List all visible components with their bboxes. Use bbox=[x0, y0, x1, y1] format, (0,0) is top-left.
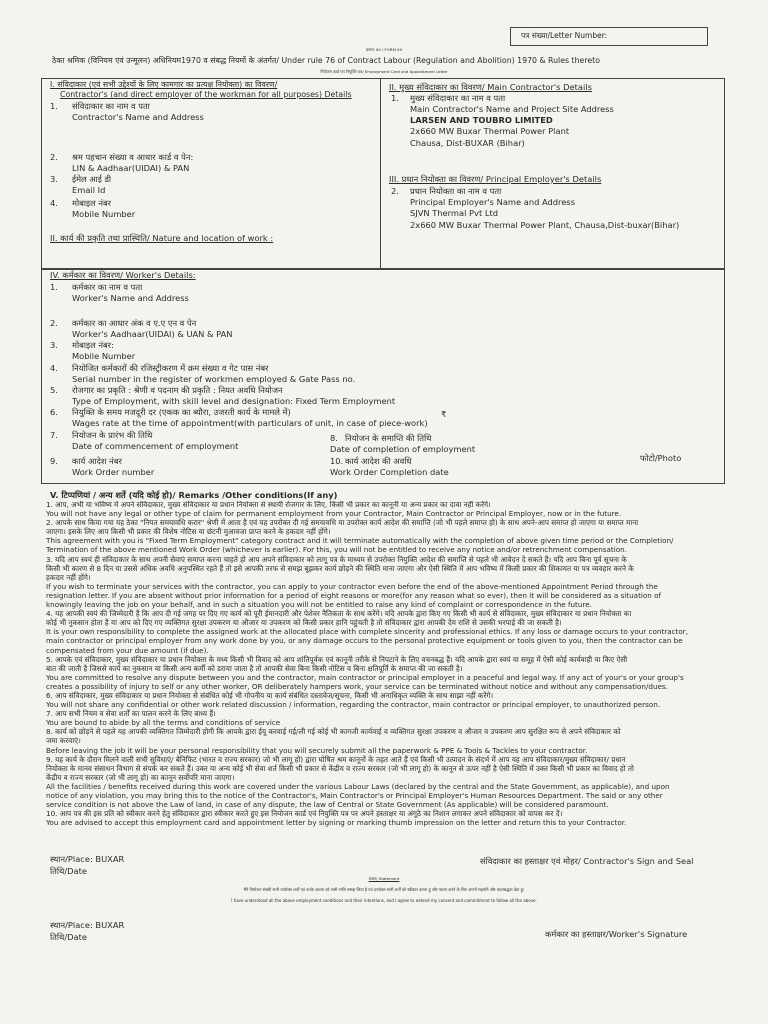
item-number: 2. bbox=[50, 152, 58, 162]
remark-line: Before leaving the job it will be your personal responsibility that you will securely submit all the paperwork & PPE & Tools & Tackles to your contractor. bbox=[46, 745, 588, 755]
worker-mobile-label: Mobile Number bbox=[72, 351, 136, 361]
serial-number-label: Serial number in the register of workmen employed & Gate Pass no. bbox=[72, 374, 356, 384]
remark-line: If you wish to terminate your services with the contractor, you can apply to your contractor even before the end of the above-mentioned Appointment Period through the bbox=[46, 581, 658, 591]
remark-line: You will not share any confidential or other work related discussion / information, regarding the contractor, main contractor or principal employer, to unauthorized person. bbox=[46, 700, 661, 710]
remark-line: किसी भी कारण से 8 दिन या उससे अधिक अवधि अनुपस्थित रहते हैं तो इसे आपकी तरफ से समझ बूझकर कार्य छोड़ने की स्थिति माना जाएगा और ऐसी स्थिति में आप भविष्य में किसी प्रकार की शिकायत या पत्र व्यवहार करने के bbox=[46, 563, 634, 573]
remark-line: You are bound to abide by all the terms and conditions of service bbox=[46, 718, 281, 728]
email-label-hi: ईमेल आई डी bbox=[72, 174, 112, 184]
mobile-label-hi: मोबाइल नंबर bbox=[72, 198, 112, 208]
commencement-label: Date of commencement of employment bbox=[72, 441, 239, 451]
item-number: 4. bbox=[50, 198, 58, 208]
employment-type-label-hi: रोजगार का प्रकृति : श्रेणी व पदनाम की प्रकृति : नियत अवधि नियोजन bbox=[72, 385, 283, 395]
worker-mobile-label-hi: मोबाइल नंबर: bbox=[72, 340, 114, 350]
nature-of-work-heading: II. कार्य की प्रकृति तथा प्रास्थिति/ Nature and location of work : bbox=[50, 233, 274, 243]
contractor-section bbox=[50, 80, 375, 100]
date-label-1: तिथि/Date bbox=[50, 866, 87, 876]
item-number: 10. bbox=[330, 456, 344, 466]
remark-line: 5. आपके एवं संविदाकार, मुख्य संविदाकार या प्रधान नियोक्ता के मध्य किसी भी विवाद को आप शांतिपूर्वक एवं कानूनी तरीके से निपटाने के लिए वचनबद्ध हैं। यदि आपके द्वारा स्वयं या समूह में ऐसी कोई कार्यवाही या किए ऐसी bbox=[46, 654, 628, 664]
item-number: 4. bbox=[50, 363, 58, 373]
main-contractor-heading: II. मुख्य संविदाकार का विवरण/ Main Contractor's Details bbox=[389, 82, 592, 92]
remarks-heading: V. टिप्पणियां / अन्य शर्ते (यदि कोई हो)/ Remarks /Other conditions(If any) bbox=[50, 490, 338, 500]
letter-number-label: पत्र संख्या/Letter Number: bbox=[521, 31, 608, 40]
main-contractor-project: 2x660 MW Buxar Thermal Power Plant bbox=[410, 126, 570, 136]
worker-signature-label: कर्मकार का हस्ताक्षर/Worker's Signature bbox=[545, 929, 688, 939]
work-order-label: Work Order number bbox=[72, 467, 155, 477]
work-order-completion-label: Work Order Completion date bbox=[330, 467, 449, 477]
form-title: प्रारूप XII / FORM XII bbox=[366, 47, 402, 52]
item-number: 9. bbox=[50, 456, 58, 466]
remark-line: service condition is not above the Law of land, in case of any dispute, the law of Central or State Government (As applicable) will be considered paramount. bbox=[46, 800, 609, 810]
remark-line: You are advised to accept this employment card and appointment letter by signing or marking thumb impression on the letter and return this to your Contractor. bbox=[46, 818, 627, 828]
main-contractor-label-hi: मुख्य संविदाकार का नाम व पता bbox=[410, 93, 506, 103]
remarks-list bbox=[46, 501, 716, 831]
remark-line: बात की जाती है जिससे कार्य का नुकसान या किसी अन्य कर्मी को डराया जाता है तो आपकी सेवा बिना किसी नोटिस व बिना क्षतिपूर्ति के समाप्त की जा सकती है। bbox=[46, 663, 463, 673]
remark-line: 1. आप, अभी या भविष्य में अपने संविदाकार, मुख्य संविदाकार या प्रधान नियोक्ता से स्थायी रोजगार के लिए, किसी भी प्रकार का कानूनी या अन्य प्रकार का दावा नहीं करेंगे। bbox=[46, 501, 491, 509]
item-number: 8. bbox=[330, 433, 338, 443]
work-order-period-label-hi: कार्य आदेश की अवधि bbox=[345, 456, 412, 466]
remark-line: जाएगा। इसके लिए आप किसी भी प्रकार की विशेष नोटिस या छंटनी मुआवजा प्राप्त करने के हकदार नहीं होंगे। bbox=[46, 527, 331, 537]
date-label-2: तिथि/Date bbox=[50, 932, 87, 942]
remark-line: 6. आप संविदाकार, मुख्य संविदाकार या प्रधान नियोक्ता से संबंधित कोई भी गोपनीय या कार्य संबंधित दस्तावेज/सूचना, किसी भी अनाधिकृत व्यक्ति के साथ साझा नहीं करेंगे। bbox=[46, 690, 494, 700]
remark-line: notice of any violation, you may bring this to the notice of the Contractor's, Main Contractor's or Principal Employer's Human Resources Department. The said or any other bbox=[46, 791, 663, 800]
place-label-1: स्थान/Place: BUXAR bbox=[50, 854, 125, 864]
principal-employer-name: SJVN Thermal Pvt Ltd bbox=[410, 208, 498, 218]
worker-name-label-hi: कर्मकार का नाम व पता bbox=[72, 282, 143, 292]
remark-line: knowingly leaving the job on your behalf, and in such a situation you will not be entitled to raise any kind of complaint or correspondence in the future. bbox=[46, 600, 592, 610]
wages-label-hi: नियुक्ति के समय मजदूरी दर (एकक का ब्यौरा, उजरती कार्य के मामले में) bbox=[72, 407, 291, 417]
worker-aadhaar-label: Worker's Aadhaar(UIDAI) & UAN & PAN bbox=[72, 329, 233, 339]
principal-employer-label: Principal Employer's Name and Address bbox=[410, 197, 576, 207]
principal-employer-label-hi: प्रधान नियोक्ता का नाम व पता bbox=[410, 186, 502, 196]
column-divider bbox=[380, 78, 381, 268]
remark-line: You are committed to resolve any dispute between you and the contractor, main contractor or principal employer in a peaceful and legal way. If any act of your's or your group's bbox=[46, 672, 684, 682]
lin-label-hi: श्रम पहचान संख्या व आधार कार्ड व पेन: bbox=[72, 152, 194, 162]
item-number: 3. bbox=[50, 174, 58, 184]
item-number: 7. bbox=[50, 430, 58, 440]
remark-line: हकदार नहीं होंगे। bbox=[46, 572, 91, 582]
remark-line: main contractor or principal employer from any work done by you, or any damage occurs to the personal protective equipment or tools given to you, then the contractor can be bbox=[46, 636, 683, 646]
item-number: 1. bbox=[391, 93, 399, 103]
mobile-label: Mobile Number bbox=[72, 209, 136, 219]
contractor-heading: I. संविदाकार (एवं सभी उद्देश्यों के लिए कामगार का प्रत्यक्ष नियोक्ता) का विवरण/ bbox=[50, 80, 278, 89]
remark-line: It is your own responsibility to complete the assigned work at the allocated place with complete sincerity and professional ethics. If any loss or damage occurs to your contractor, bbox=[46, 627, 689, 637]
rule-line: ठेका श्रमिक (विनियम एवं उन्मूलन) अधिनियम1970 व संबद्ध नियमों के अंतर्गत/ Under rule 76 of Contract Labour (Regulation and Abolition) 1970 & Rules thereto bbox=[52, 56, 600, 65]
statement-text: I have understood all the above employment conditions and their intentions, and I agree to extend my consent and commitment to follow all the above. bbox=[231, 898, 537, 903]
contractor-signature-label: संविदाकार का हस्ताक्षर एवं मोहर/ Contractor's Sign and Seal bbox=[480, 856, 694, 866]
item-number: 2. bbox=[50, 318, 58, 328]
remark-line: केंद्रीय व राज्य सरकार (जो भी लागू हो) का कानून सर्वोपरि माना जाएगा। bbox=[46, 772, 235, 782]
statement-heading: कथन/ Statement bbox=[368, 876, 400, 881]
remark-line: This agreement with you is "Fixed Term Employment" category contract and it will terminate automatically with the completion of above given time period or the Completion/ bbox=[46, 536, 674, 546]
item-number: 2. bbox=[391, 186, 399, 196]
remark-line: 4. यह आपकी स्वयं की जिम्मेदारी है कि आप दी गई जगह पर दिए गए कार्य को पूरी ईमानदारी और पेशेवर नैतिकता के साथ करेंगे। यदि आपके द्वारा किए गए किसी भी कार्य से संविदाकार, मुख्य संविदाकार या प्रधान नियोक्ता का bbox=[46, 609, 632, 619]
card-line: नियोजन कार्ड एवं नियुक्ति पत्र/ Employment Card and Appointment Letter bbox=[320, 69, 448, 74]
remark-line: compensated from your due amount (if due). bbox=[46, 645, 209, 655]
remark-line: 3. यदि आप स्वयं ही संविदाकार के साथ अपनी सेवाएं समाप्त करना चाहते हो आप अपने संविदाकार को लागू पत्र के माध्यम से उपरोक्त नियुक्ति आदेश की समाप्ति से पहले भी आवेदन दे सकते हैं। यदि आप बिना पूर्व सूचना के bbox=[46, 554, 627, 564]
principal-employer-address: 2x660 MW Buxar Thermal Power Plant, Chausa,Dist-buxar(Bihar) bbox=[410, 220, 680, 230]
contractor-name-label: Contractor's Name and Address bbox=[72, 112, 204, 122]
completion-label-hi: नियोजन के समाप्ति की तिथि bbox=[345, 433, 432, 443]
item-number: 6. bbox=[50, 407, 58, 417]
letter-number-box bbox=[510, 27, 708, 46]
contractor-name-label-hi: संविदाकार का नाम व पता bbox=[72, 101, 150, 111]
main-contractor-label: Main Contractor's Name and Project Site Address bbox=[410, 104, 614, 114]
principal-employer-heading: III. प्रधान नियोक्ता का विवरण/ Principal Employer's Details bbox=[389, 174, 602, 184]
email-label: Email Id bbox=[72, 185, 106, 195]
remark-line: 9. यह कार्य के दौरान मिलने वाली सभी सुविधाएं/ बेनिफिट (भारत व राज्य सरकार) जो भी लागू हो) द्वारा घोषित श्रम कानूनों के तहत आते हैं एवं किसी भी उत्पादन के संदर्भ में आप यह आप संविदाकार/मुख्य संविदाकार/ प्रधान bbox=[46, 754, 626, 764]
item-number: 3. bbox=[50, 340, 58, 350]
employment-type-label: Type of Employment, with skill level and designation: Fixed Term Employment bbox=[72, 396, 396, 406]
remark-line: 7. आप सभी नियम व सेवा शर्तों का पालन करने के लिए बाध्य हैं। bbox=[46, 709, 216, 719]
remark-line: All the facilities / benefits received during this work are covered under the various Labour Laws (declared by the central and the State Government, as applicable), and upon bbox=[46, 781, 670, 791]
main-contractor-site: Chausa, Dist-BUXAR (Bihar) bbox=[410, 138, 525, 148]
completion-label: Date of completion of employment bbox=[330, 444, 476, 454]
lin-label: LIN & Aadhaar(UIDAI) & PAN bbox=[72, 163, 190, 173]
place-label-2: स्थान/Place: BUXAR bbox=[50, 920, 125, 930]
remark-line: 2. आपके साथ किया गया यह ठेका "नियत समयावधि करार" श्रेणी में आता है एवं यह उपरोक्त दी गई समयावधि या उपरोक्त कार्य आदेश की समाप्ति (जो भी पहले समाप्त हो) के साथ अपने-आप समाप्त हो जाएगा या समाप्त माना bbox=[46, 518, 639, 528]
main-contractor-name: LARSEN AND TOUBRO LIMITED bbox=[410, 115, 553, 125]
statement-text-hi: मैंने नियोजन संबंधी सभी उपरोक्त शर्तों एवं उनके आशय को भली-भांति समझ लिया है एवं उपरोक्त सभी शर्तों को स्वीकार करता हूं और पालन करने के लिए अपनी सहमति और वचनबद्धता देता हूं। bbox=[243, 887, 525, 892]
remark-line: creates a possibility of injury to self or any other worker, OR deliberately hampers work, your service can be terminated without notice and without any compensation/dues. bbox=[46, 681, 668, 691]
contractor-heading-en: Contractor's (and direct employer of the workman for all purposes) Details bbox=[60, 90, 352, 99]
serial-number-label-hi: नियोजित कर्मकारों की रजिस्ट्रीकरण में क्रम संख्या व गेट पास नंबर bbox=[72, 363, 269, 373]
remark-line: 10. आप पत्र की इस प्रति को स्वीकार करने हेतु संविदाकार द्वारा स्वीकार करते हुए इस नियोजन कार्ड एवं नियुक्ति पत्र पर अपने हस्ताक्षर या अंगूठे का निशान लगाकर अपने संविदाकार को वापस कर दें। bbox=[46, 809, 563, 819]
remark-line: कोई भी नुकसान होता है या आप को दिए गए व्यक्तिगत सुरक्षा उपकरण या औजार या उपकरण को किसी प्रकार हानि पहुंचती है तो संविदाकार द्वारा आपकी देय राशि से उसकी भरपाई की जा सकती है। bbox=[46, 618, 562, 628]
remark-line: नियोक्ता के मानव संसाधन विभाग से संपर्क कर सकते हैं। उक्त या अन्य कोई भी सेवा शर्त किसी भी प्रकार से केंद्रीय व राज्य सरकार (जो भी लागू हो) के कानून से ऊपर नहीं है ऐसी स्थिति में उक्त किसी भी प्रकार का विवाद हो तो bbox=[46, 763, 634, 773]
remark-line: जमा करवाएं। bbox=[46, 736, 81, 746]
worker-aadhaar-label-hi: कर्मकार का आधार अंक व ए.ए एन व पेन bbox=[72, 318, 197, 328]
photo-label: फोटो/Photo bbox=[640, 453, 682, 463]
item-number: 1. bbox=[50, 101, 58, 111]
work-order-label-hi: कार्य आदेश नंबर bbox=[72, 456, 122, 466]
remark-line: Termination of the above mentioned Work Order (whichever is earlier). For this, you will not be entitled to receive any notice and/or retrenchment compensation. bbox=[46, 545, 627, 555]
remark-line: 8. कार्य को छोड़ने से पहले यह आपकी व्यक्तिगत जिम्मेदारी होगी कि आपके द्वारा ईयू करवाई गई/ली गई कोई भी कागजी कार्यवाई व व्यक्तिगत सुरक्षा उपकरण व औजार व उपकरण आप सुरक्षित रूप से अपने संविदाकार को bbox=[46, 727, 621, 737]
wages-label: Wages rate at the time of appointment(with particulars of unit, in case of piece-work) bbox=[72, 418, 428, 428]
item-number: 1. bbox=[50, 282, 58, 292]
worker-heading: IV. कर्मकार का विवरण/ Worker's Details: bbox=[50, 270, 196, 280]
remark-line: resignation letter. If you are absent without prior information for a period of eight reasons or more(for any reason what so ever), then it will be considered as a situation of bbox=[46, 590, 662, 600]
commencement-label-hi: नियोजन के प्रारंभ की तिथि bbox=[72, 430, 153, 440]
rupee-symbol: ₹ bbox=[441, 409, 447, 419]
worker-name-label: Worker's Name and Address bbox=[72, 293, 189, 303]
remark-line: You will not have any legal or other type of claim for permanent employment from your Contractor, Main Contractor or Principal Employer, now or in the future. bbox=[46, 509, 622, 519]
item-number: 5. bbox=[50, 385, 58, 395]
